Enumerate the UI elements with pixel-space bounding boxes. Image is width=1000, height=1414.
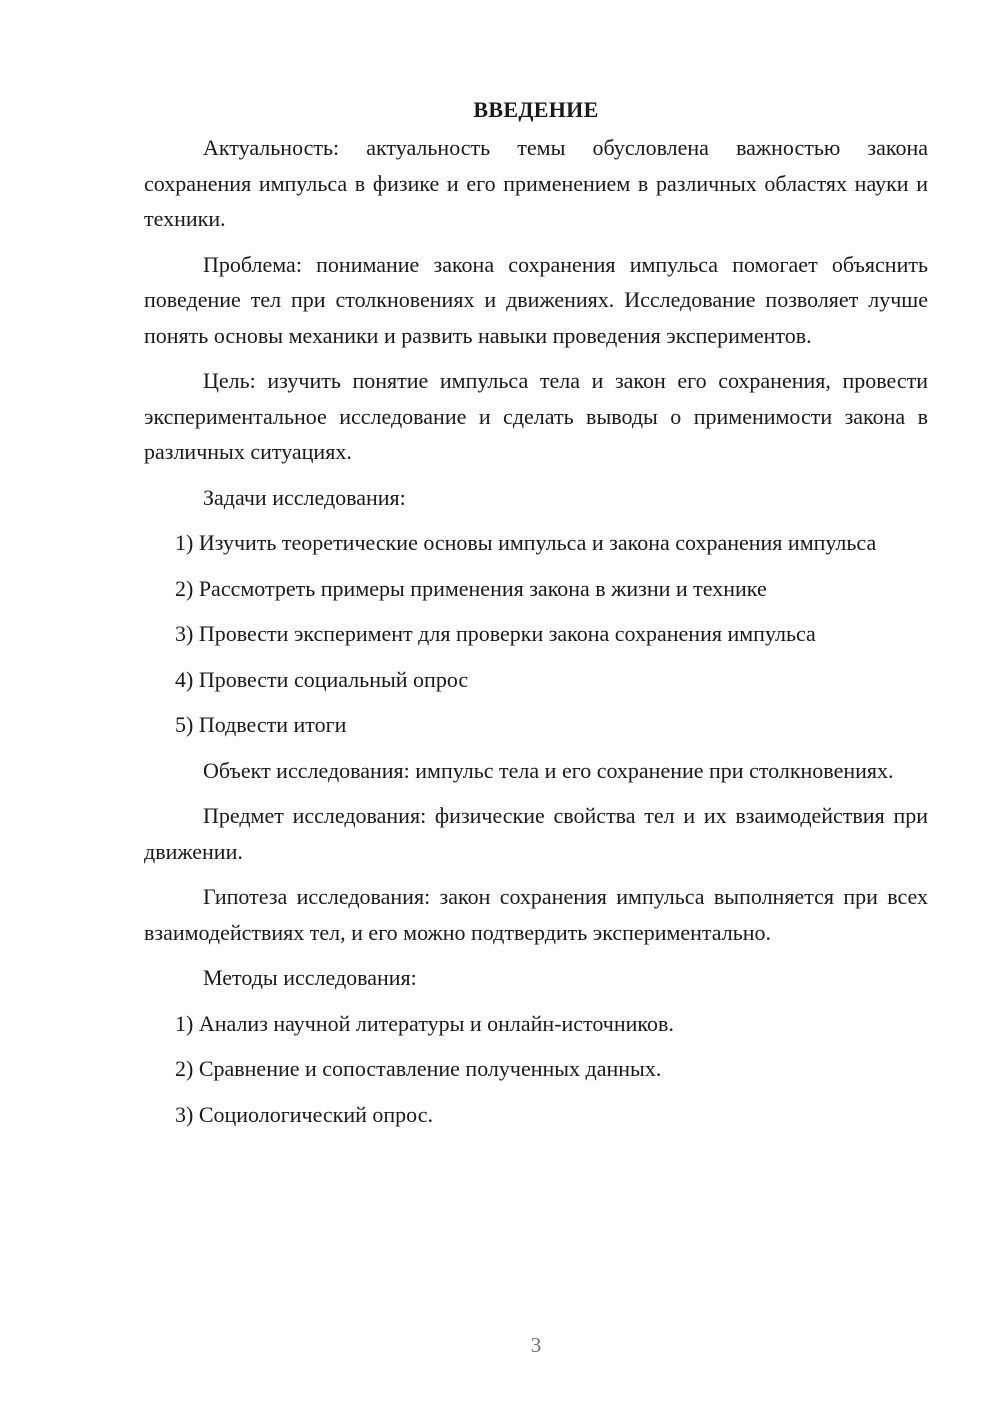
task-item: 1) Изучить теоретические основы импульса и закона сохранения импульса bbox=[175, 530, 877, 555]
task-item: 3) Провести эксперимент для проверки закона сохранения импульса bbox=[175, 621, 816, 646]
method-item: 3) Социологический опрос. bbox=[175, 1101, 433, 1127]
page-number: 3 bbox=[530, 1333, 542, 1357]
task-item: 2) Рассмотреть примеры применения закона в жизни и технике bbox=[175, 575, 767, 601]
relevance-paragraph: Актуальность: актуальность темы обусловлена важностью закона сохранения импульса в физике и его применением в различных областях науки и техники. bbox=[144, 135, 928, 231]
page-content bbox=[144, 92, 928, 1142]
methods-heading: Методы исследования: bbox=[203, 965, 417, 990]
hypothesis-paragraph: Гипотеза исследования: закон сохранения импульса выполняется при всех взаимодействиях тел, и его можно подтвердить экспериментально. bbox=[144, 884, 928, 945]
object-paragraph: Объект исследования: импульс тела и его сохранение при столкновениях. bbox=[203, 757, 894, 783]
method-item: 2) Сравнение и сопоставление полученных данных. bbox=[175, 1056, 662, 1081]
task-item: 5) Подвести итоги bbox=[175, 712, 347, 737]
section-heading: ВВЕДЕНИЕ bbox=[473, 97, 599, 122]
method-item: 1) Анализ научной литературы и онлайн-источников. bbox=[175, 1010, 674, 1036]
goal-paragraph: Цель: изучить понятие импульса тела и закон его сохранения, провести экспериментальное исследование и сделать выводы о применимости закона в различных ситуациях. bbox=[144, 368, 928, 464]
subject-paragraph: Предмет исследования: физические свойства тел и их взаимодействия при движении. bbox=[144, 803, 928, 864]
task-item: 4) Провести социальный опрос bbox=[175, 666, 469, 692]
tasks-heading: Задачи исследования: bbox=[203, 484, 406, 510]
problem-paragraph: Проблема: понимание закона сохранения импульса помогает объяснить поведение тел при столкновениях и движениях. Исследование позволяет лучше понять основы механики и развить навыки проведения экспериментов. bbox=[144, 251, 928, 348]
